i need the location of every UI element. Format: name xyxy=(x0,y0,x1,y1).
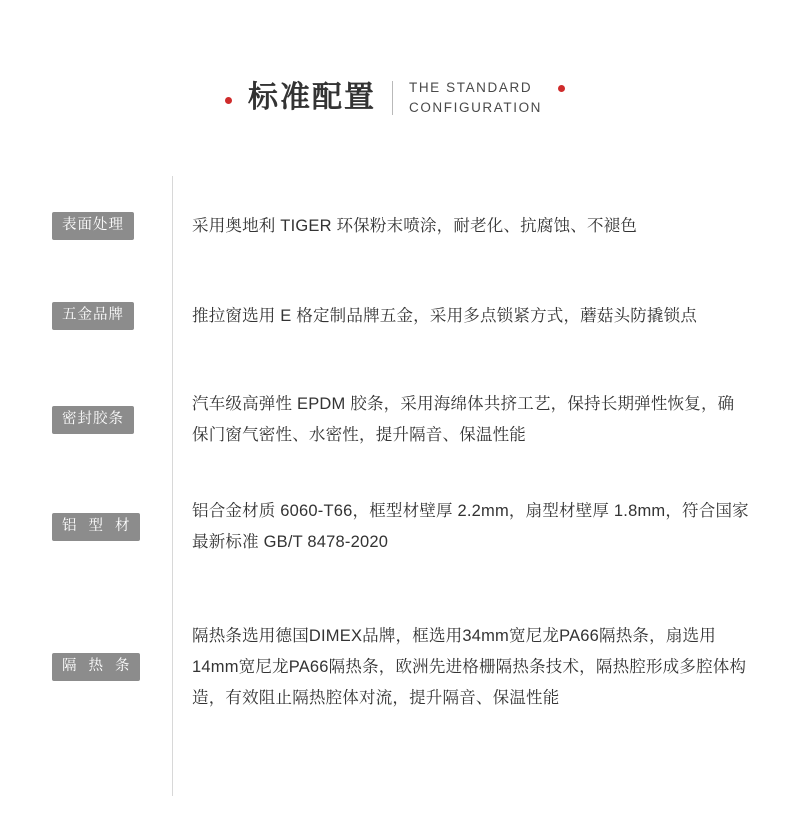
spec-value-cell xyxy=(172,496,790,558)
spec-label-cell xyxy=(0,513,172,541)
spec-value-cell xyxy=(172,621,790,714)
status-badge: 密封胶条 xyxy=(52,406,134,434)
table-row xyxy=(0,368,790,472)
decorative-dot-left-icon xyxy=(225,97,232,104)
spec-label-cell xyxy=(0,653,172,681)
spec-list xyxy=(0,188,790,752)
spec-value-cell xyxy=(172,389,790,451)
spec-value-text: 隔热条选用德国DIMEX品牌，框选用34mm宽尼龙PA66隔热条，扇选用14mm宽尼龙PA66隔热条，欧洲先进格栅隔热条技术，隔热腔形成多腔体构造，有效阻止隔热腔体对流，提升隔音、保温性能 xyxy=(192,626,747,707)
spec-value-text: 铝合金材质 6060-T66，框型材壁厚 2.2mm，扇型材壁厚 1.8mm，符合国家最新标准 GB/T 8478-2020 xyxy=(192,502,749,551)
spec-value-text: 汽车级高弹性 EPDM 胶条，采用海绵体共挤工艺，保持长期弹性恢复，确保门窗气密性、水密性，提升隔音、保温性能 xyxy=(192,395,735,444)
spec-value-text: 推拉窗选用 E 格定制品牌五金，采用多点锁紧方式，蘑菇头防撬锁点 xyxy=(192,306,698,325)
spec-value-cell xyxy=(172,211,790,242)
decorative-dot-right-icon xyxy=(558,85,565,92)
page-title-en-line1: THE STANDARD xyxy=(408,80,533,95)
page-title-cn: 标准配置 xyxy=(247,80,376,114)
spec-label-cell xyxy=(0,302,172,330)
page-header xyxy=(0,78,790,117)
status-badge: 表面处理 xyxy=(52,212,134,240)
table-row xyxy=(0,472,790,582)
table-row xyxy=(0,582,790,752)
spec-label-cell xyxy=(0,406,172,434)
spec-value-text: 采用奥地利 TIGER 环保粉末喷涂，耐老化、抗腐蚀、不褪色 xyxy=(192,216,638,235)
table-row xyxy=(0,188,790,264)
page-title-en-line2: CONFIGURATION xyxy=(408,99,543,115)
status-badge: 五金品牌 xyxy=(52,302,134,330)
status-badge: 铝 型 材 xyxy=(52,513,140,541)
page-title-en xyxy=(409,78,542,117)
status-badge: 隔 热 条 xyxy=(52,653,140,681)
spec-label-cell xyxy=(0,212,172,240)
table-row xyxy=(0,264,790,368)
header-divider xyxy=(392,81,393,115)
spec-value-cell xyxy=(172,301,790,332)
